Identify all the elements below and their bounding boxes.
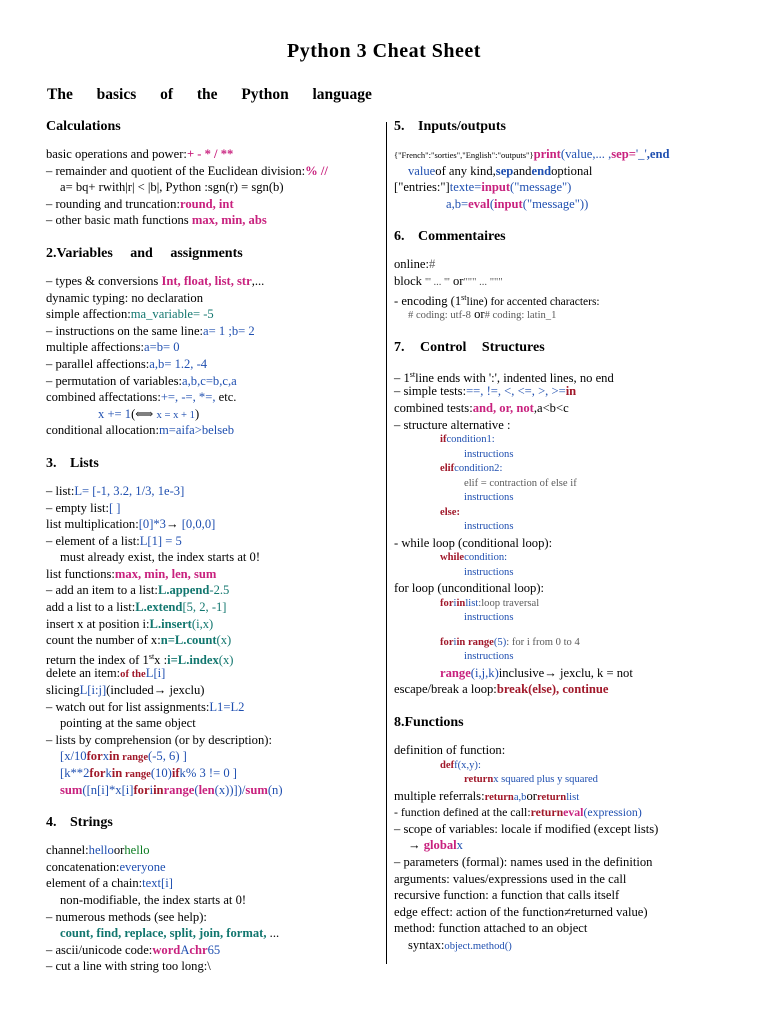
- code-line: instructions: [464, 521, 514, 533]
- code-line: instructions: [464, 448, 514, 460]
- text-line: – ascii/unicode code:wordAchr65: [46, 942, 221, 957]
- code-line: else:: [440, 506, 460, 518]
- code-line: elifcondition2:: [440, 463, 503, 475]
- text-line: - function defined at the call:returneval(expression): [394, 805, 642, 820]
- text-line: multiple affections:a=b= 0: [46, 340, 180, 355]
- text-line: edge effect: action of the function≠returned value): [394, 904, 648, 919]
- text-line: [x/10forxin range(-5, 6) ]: [60, 749, 187, 764]
- code-line: ifcondition1:: [440, 434, 495, 446]
- code-line: instructions: [464, 612, 514, 624]
- text-line: # coding: utf-8 or# coding: latin_1: [408, 307, 557, 322]
- text-line: – element of a list:L[1] = 5: [46, 533, 182, 548]
- text-line: a= bq+ rwith|r| < |b|, Python :sgn(r) = sgn(b): [60, 180, 284, 195]
- code-line: returnx squared plus y squared: [464, 774, 598, 786]
- text-line: dynamic typing: no declaration: [46, 290, 204, 305]
- text-line: simple affection:ma_variable= -5: [46, 307, 214, 322]
- text-line: combined tests:and, or, not,a<b<c: [394, 400, 569, 415]
- text-line: – 1stline ends with ':', indented lines, no end: [394, 369, 614, 385]
- text-line: slicingL[i:j](included→ jexclu): [46, 683, 205, 698]
- text-line: range(i,j,k)inclusive→ jexclu, k = not: [440, 665, 633, 680]
- text-line: – add an item to a list:L.append-2.5: [46, 583, 230, 598]
- text-line: channel:helloorhello: [46, 843, 150, 858]
- text-line: – scope of variables: locale if modified (except lists): [394, 821, 659, 836]
- section-variables: [46, 245, 376, 439]
- text-line: definition of function:: [394, 743, 506, 757]
- section-comments: [394, 228, 706, 322]
- code-line: whilecondition:: [440, 552, 508, 564]
- code-line: elif = contraction of else if: [464, 477, 577, 489]
- section-heading: 3. Lists: [46, 455, 99, 471]
- text-line: – parameters (formal): names used in the definition: [394, 854, 653, 869]
- text-line: valueof any kind,sepandendoptional: [408, 163, 593, 178]
- section-calculations: [46, 118, 376, 229]
- text-line: arguments: values/expressions used in the call: [394, 871, 627, 886]
- left-column: [46, 118, 376, 975]
- text-line: multiple referrals:returna,borreturnlist: [394, 788, 580, 803]
- text-line: ["entries:"]texte=input("message"): [394, 180, 572, 195]
- text-line: online:#: [394, 257, 436, 272]
- section-heading: 7. Control Structures: [394, 339, 545, 355]
- page-subtitle: [47, 86, 372, 104]
- section-heading: 8.Functions: [394, 715, 464, 730]
- text-line: – cut a line with string too long:\: [46, 959, 211, 974]
- text-line: list functions:max, min, len, sum: [46, 566, 217, 581]
- text-line: – numerous methods (see help):: [46, 909, 207, 924]
- text-line: insert x at position i:L.insert(i,x): [46, 616, 214, 631]
- section-functions: [394, 714, 706, 954]
- section-heading: 5. Inputs/outputs: [394, 119, 506, 134]
- subtitle-word: of: [160, 86, 174, 103]
- text-line: – empty list:[ ]: [46, 500, 121, 515]
- text-line: basic operations and power:+ - * / **: [46, 147, 234, 161]
- text-line: count the number of x:n=L.count(x): [46, 633, 232, 648]
- section-heading: 2.Variables and assignments: [46, 245, 243, 261]
- text-line: syntax:object.method(): [408, 937, 512, 952]
- text-line: method: function attached to an object: [394, 921, 588, 936]
- text-line: – list:L= [-1, 3.2, 1/3, 1e-3]: [46, 483, 185, 498]
- text-line: – other basic math functions max, min, abs: [46, 213, 267, 228]
- text-line: escape/break a loop:break(else), continue: [394, 682, 609, 697]
- text-line: count, find, replace, split, join, format, ...: [60, 926, 280, 941]
- column-divider: [386, 122, 387, 964]
- text-line: – watch out for list assignments:L1=L2: [46, 699, 245, 714]
- code-line: instructions: [464, 566, 514, 578]
- text-line: a,b=eval(input("message")): [446, 196, 589, 211]
- text-line: recursive function: a function that calls itself: [394, 888, 620, 903]
- text-line: – structure alternative :: [394, 417, 511, 432]
- section-heading: Calculations: [46, 119, 121, 134]
- text-line: – types & conversions Int, float, list, str,...: [46, 273, 265, 288]
- text-line: block ''' ... ''' or""" ... """: [394, 273, 503, 288]
- text-line: {"French":"sorties","English":"outputs"}print(value,... ,sep='_',end: [394, 147, 670, 161]
- text-line: - while loop (conditional loop):: [394, 535, 553, 550]
- section-inputs-outputs: [394, 118, 706, 212]
- code-line: instructions: [464, 492, 514, 504]
- text-line: concatenation:everyone: [46, 859, 166, 874]
- section-heading: 4. Strings: [46, 815, 113, 831]
- text-line: sum([n[i]*x[i]foriinrange(len(x))])/sum(n): [60, 782, 283, 797]
- text-line: – parallel affections:a,b= 1.2, -4: [46, 356, 208, 371]
- subtitle-word: language: [312, 86, 372, 103]
- subtitle-word: basics: [96, 86, 137, 103]
- text-line: – lists by comprehension (or by description):: [46, 732, 272, 747]
- text-line: conditional allocation:m=aifa>belseb: [46, 423, 235, 438]
- section-lists: [46, 455, 376, 798]
- subtitle-word: the: [196, 86, 218, 103]
- text-line: return the index of 1stx :i=L.index(x): [46, 651, 234, 668]
- page-title: Python 3 Cheat Sheet: [287, 40, 481, 62]
- subtitle-word: Python: [241, 86, 289, 103]
- text-line: – instructions on the same line:a= 1 ;b= 2: [46, 323, 255, 338]
- section-control-structures: [394, 339, 706, 698]
- text-line: – rounding and truncation:round, int: [46, 196, 234, 211]
- text-line: [k**2forkin range(10)ifk% 3 != 0 ]: [60, 766, 237, 780]
- text-line: add a list to a list:L.extend[5, 2, -1]: [46, 600, 227, 615]
- code-line: foriinlist:loop traversal: [440, 597, 540, 609]
- code-line: foriin range(5): for i from 0 to 4: [440, 636, 580, 648]
- code-line: instructions: [464, 651, 514, 663]
- text-line: combined affectations:+=, -=, *=, etc.: [46, 390, 237, 405]
- text-line: → globalx: [408, 838, 463, 853]
- text-line: pointing at the same object: [60, 716, 196, 731]
- text-line: – remainder and quotient of the Euclidean division:% //: [46, 163, 328, 178]
- subtitle-word: The: [47, 86, 73, 103]
- text-line: delete an item:of theL[i]: [46, 666, 166, 681]
- text-line: must already exist, the index starts at 0!: [60, 550, 261, 565]
- text-line: – simple tests:==, !=, <, <=, >, >=in: [394, 384, 577, 399]
- section-heading: 6. Commentaires: [394, 229, 506, 245]
- text-line: list multiplication:[0]*3→ [0,0,0]: [46, 517, 216, 532]
- section-strings: [46, 814, 376, 975]
- text-line: non-modifiable, the index starts at 0!: [60, 892, 247, 907]
- text-line: x += 1(⟺ x = x + 1): [98, 406, 200, 421]
- text-line: - encoding (1stline) for accented characters:: [394, 292, 600, 308]
- right-column: [394, 118, 706, 954]
- code-line: deff(x,y):: [440, 759, 481, 771]
- text-line: – permutation of variables:a,b,c=b,c,a: [46, 373, 237, 388]
- text-line: element of a chain:text[i]: [46, 876, 173, 891]
- text-line: for loop (unconditional loop):: [394, 581, 545, 596]
